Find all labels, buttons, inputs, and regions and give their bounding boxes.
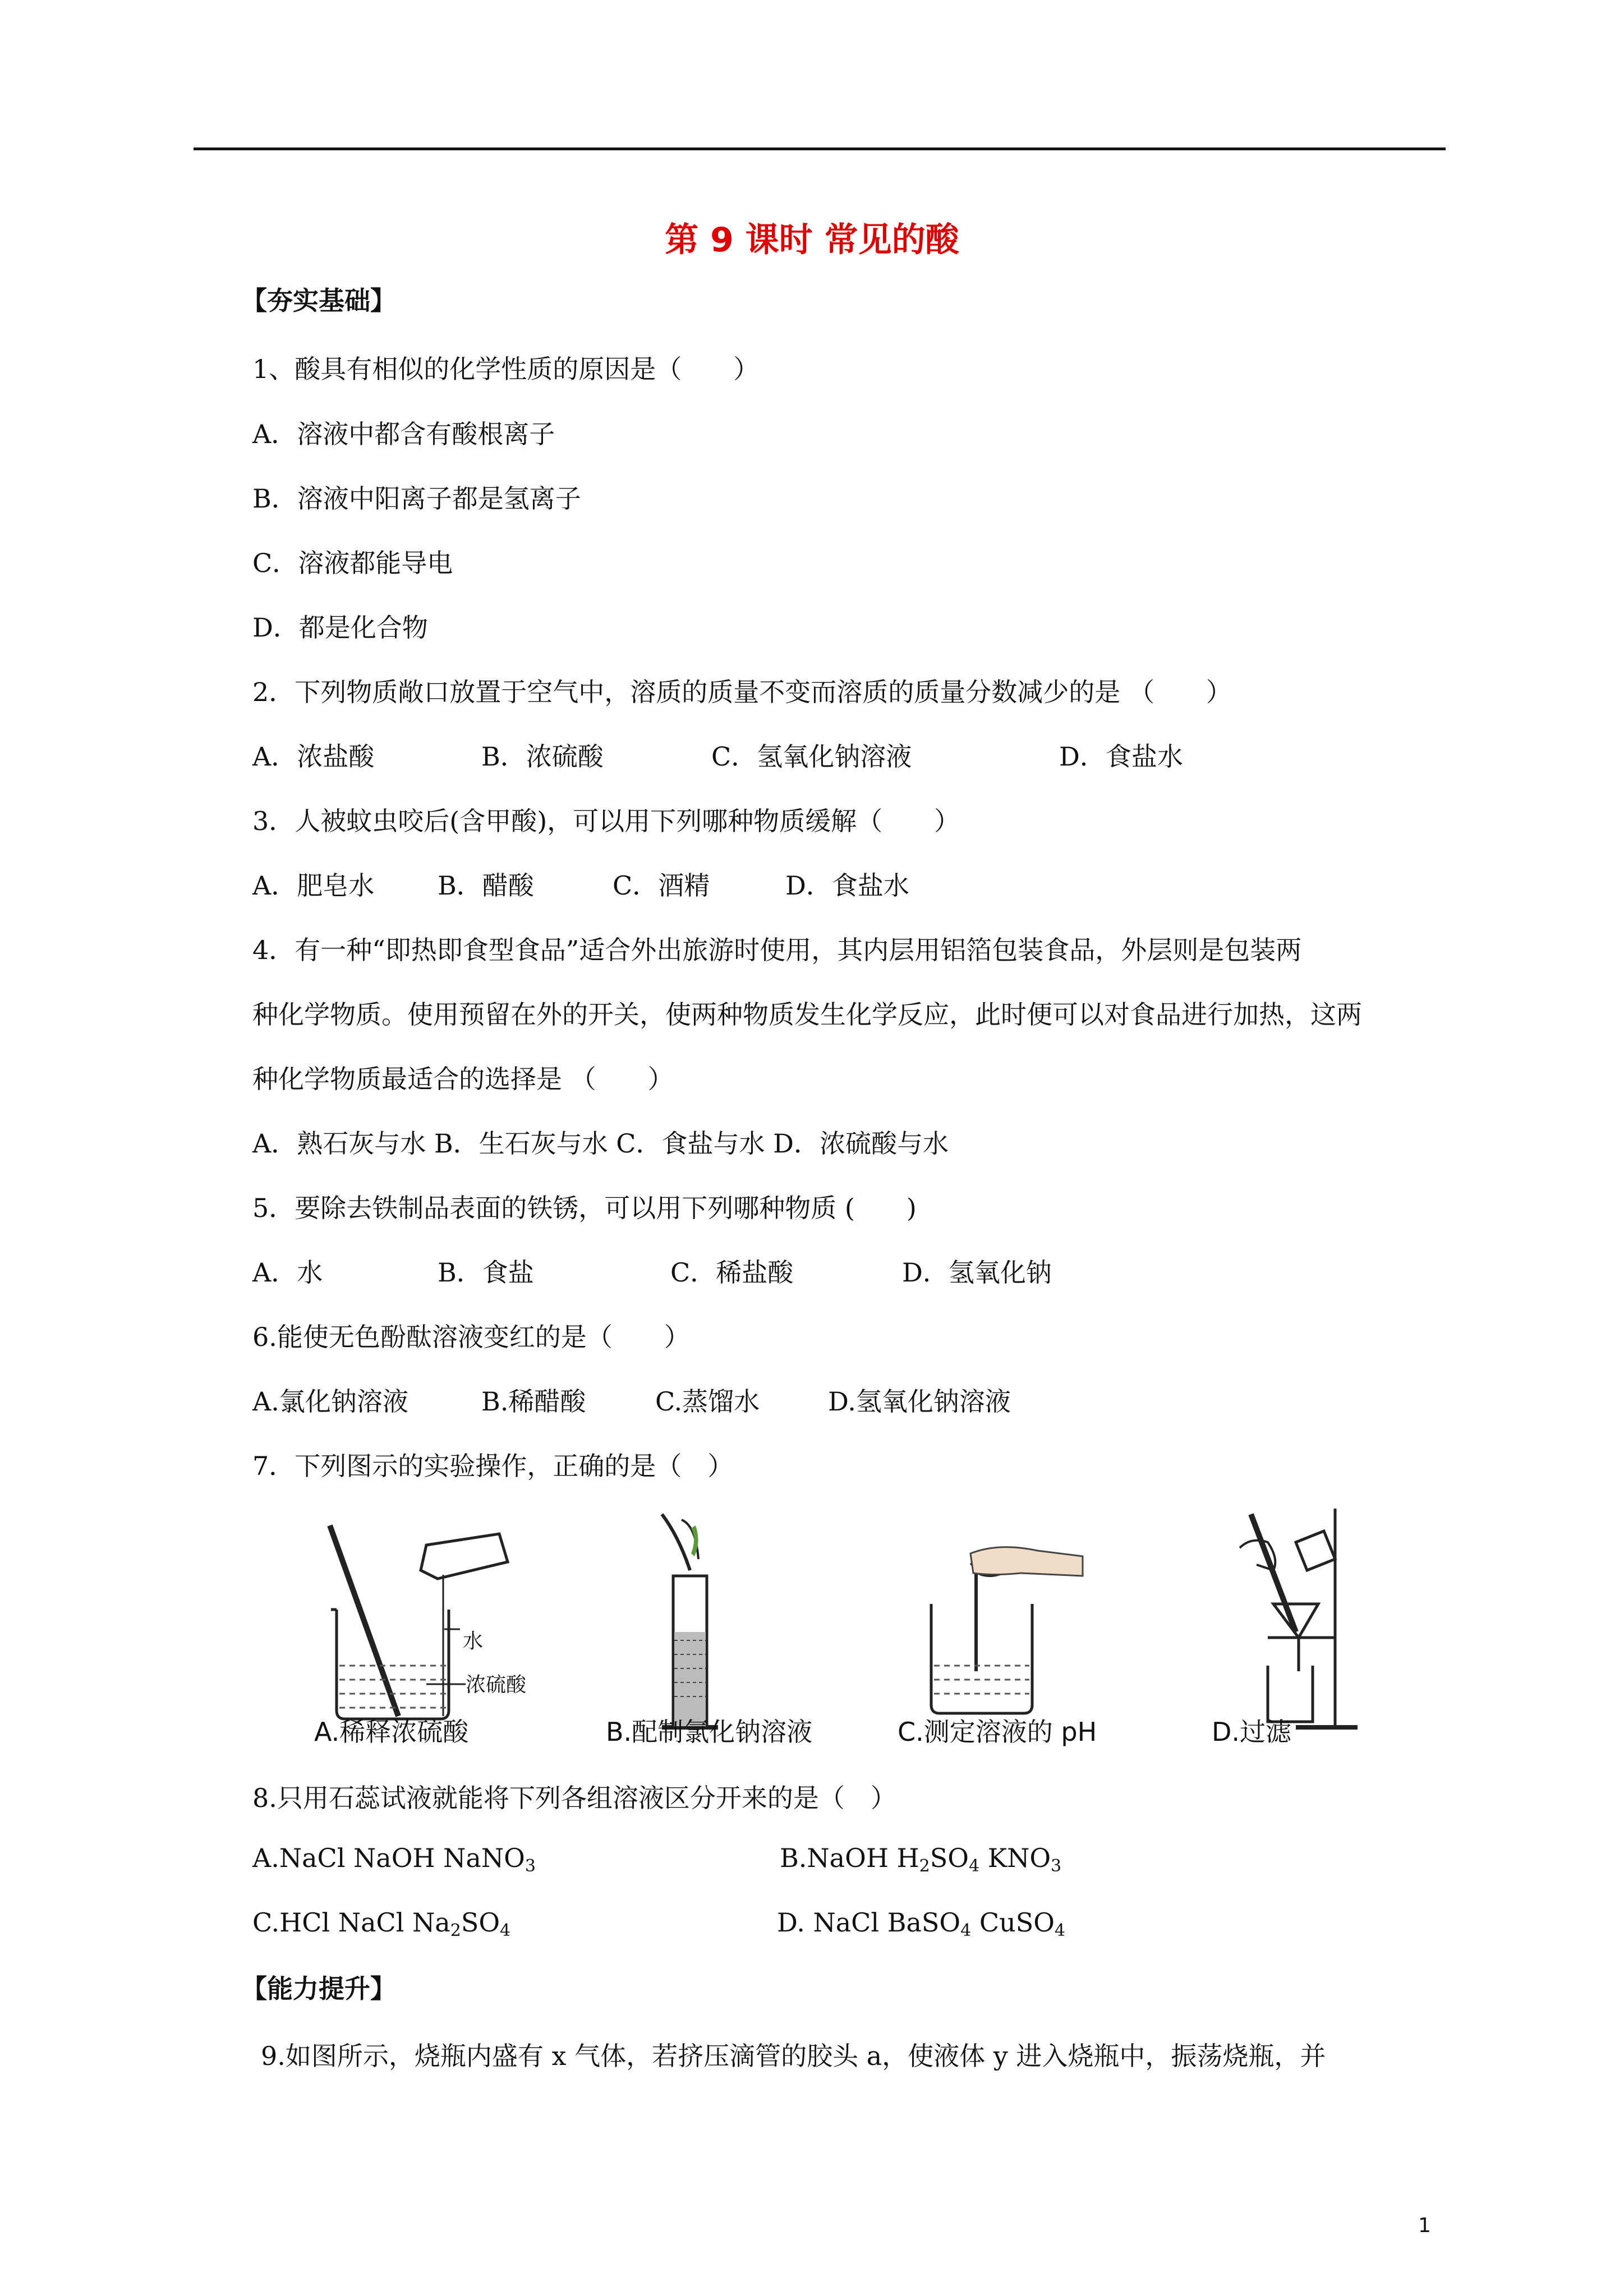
q3-option-a: A．肥皂水 (252, 870, 375, 901)
page-title: 第 9 课时 常见的酸 (665, 220, 959, 260)
q6-option-b: B.稀醋酸 (481, 1386, 586, 1417)
q7-stem: 7．下列图示的实验操作，正确的是（ ） (252, 1451, 734, 1481)
q1-stem: 1、酸具有相似的化学性质的原因是（ ） (252, 354, 760, 384)
q5-option-b: B．食盐 (438, 1257, 534, 1288)
header-rule (194, 147, 1446, 150)
q6-option-c: C.蒸馏水 (655, 1386, 760, 1417)
q8-option-b: B.NaOH $H_2SO_4$ $KNO_3$ (780, 1843, 1062, 1876)
page-number: 1 (1418, 2214, 1431, 2237)
section-basic: 【夯实基础】 (241, 285, 396, 316)
q8-option-d: D. NaCl BaSO$_4$ CuSO$_4$ (777, 1907, 1066, 1940)
q1-option-d: D．都是化合物 (252, 612, 428, 643)
caption-a: A.稀释浓硫酸 (314, 1717, 469, 1747)
q1-option-c: C．溶液都能导电 (252, 548, 453, 578)
q5-option-a: A．水 (252, 1257, 323, 1288)
q8-option-c: C.HCl NaCl $Na_2SO_4$ (252, 1907, 511, 1940)
q4-line1: 4．有一种“即热即食型食品”适合外出旅游时使用，其内层用铝箔包装食品，外层则是包装两 (252, 935, 1302, 965)
q5-stem: 5．要除去铁制品表面的铁锈，可以用下列哪种物质 ( ) (252, 1193, 917, 1223)
q4-line2: 种化学物质。使用预留在外的开关，使两种物质发生化学反应，此时便可以对食品进行加热，这两 (252, 999, 1362, 1030)
q6-option-a: A.氯化钠溶液 (252, 1386, 408, 1417)
q2-option-c: C．氢氧化钠溶液 (711, 741, 912, 772)
q6-stem: 6.能使无色酚酞溶液变红的是（ ） (252, 1322, 690, 1352)
q3-option-c: C．酒精 (613, 870, 710, 901)
q2-option-d: D．食盐水 (1059, 741, 1183, 772)
q3-stem: 3．人被蚊虫咬后(含甲酸)，可以用下列哪种物质缓解（ ） (252, 806, 960, 836)
label-water: 水 (463, 1630, 484, 1653)
q8-stem: 8.只用石蕊试液就能将下列各组溶液区分开来的是（ ） (252, 1783, 896, 1813)
q4-line3: 种化学物质最适合的选择是 （ ） (252, 1064, 674, 1094)
q5-option-d: D．氢氧化钠 (902, 1257, 1052, 1288)
q2-stem: 2．下列物质敞口放置于空气中，溶质的质量不变而溶质的质量分数减少的是 （ ） (252, 677, 1232, 707)
q8-option-a: A.NaCl NaOH NaNO$_3$ (252, 1843, 536, 1876)
q3-option-b: B．醋酸 (438, 870, 534, 901)
label-concentrated-acid: 浓硫酸 (466, 1673, 527, 1696)
q6-option-d: D.氢氧化钠溶液 (828, 1386, 1011, 1417)
q4-options: A．熟石灰与水 B．生石灰与水 C．食盐与水 D．浓硫酸与水 (252, 1128, 949, 1159)
q9-stem: 9.如图所示，烧瓶内盛有 x 气体，若挤压滴管的胶头 a，使液体 y 进入烧瓶中，振荡烧瓶，并 (261, 2041, 1326, 2071)
q3-option-d: D．食盐水 (785, 870, 909, 901)
q1-option-b: B．溶液中阳离子都是氢离子 (252, 483, 581, 514)
caption-b: B.配制氯化钠溶液 (606, 1717, 813, 1747)
caption-c: C.测定溶液的 pH (898, 1717, 1097, 1747)
q2-option-b: B．浓硫酸 (481, 741, 604, 772)
q5-option-c: C．稀盐酸 (670, 1257, 794, 1288)
caption-d: D.过滤 (1212, 1717, 1292, 1747)
section-advanced: 【能力提升】 (241, 1974, 396, 2004)
q1-option-a: A．溶液中都含有酸根离子 (252, 419, 555, 449)
q7-figures (314, 1503, 1380, 1750)
q2-option-a: A．浓盐酸 (252, 741, 375, 772)
